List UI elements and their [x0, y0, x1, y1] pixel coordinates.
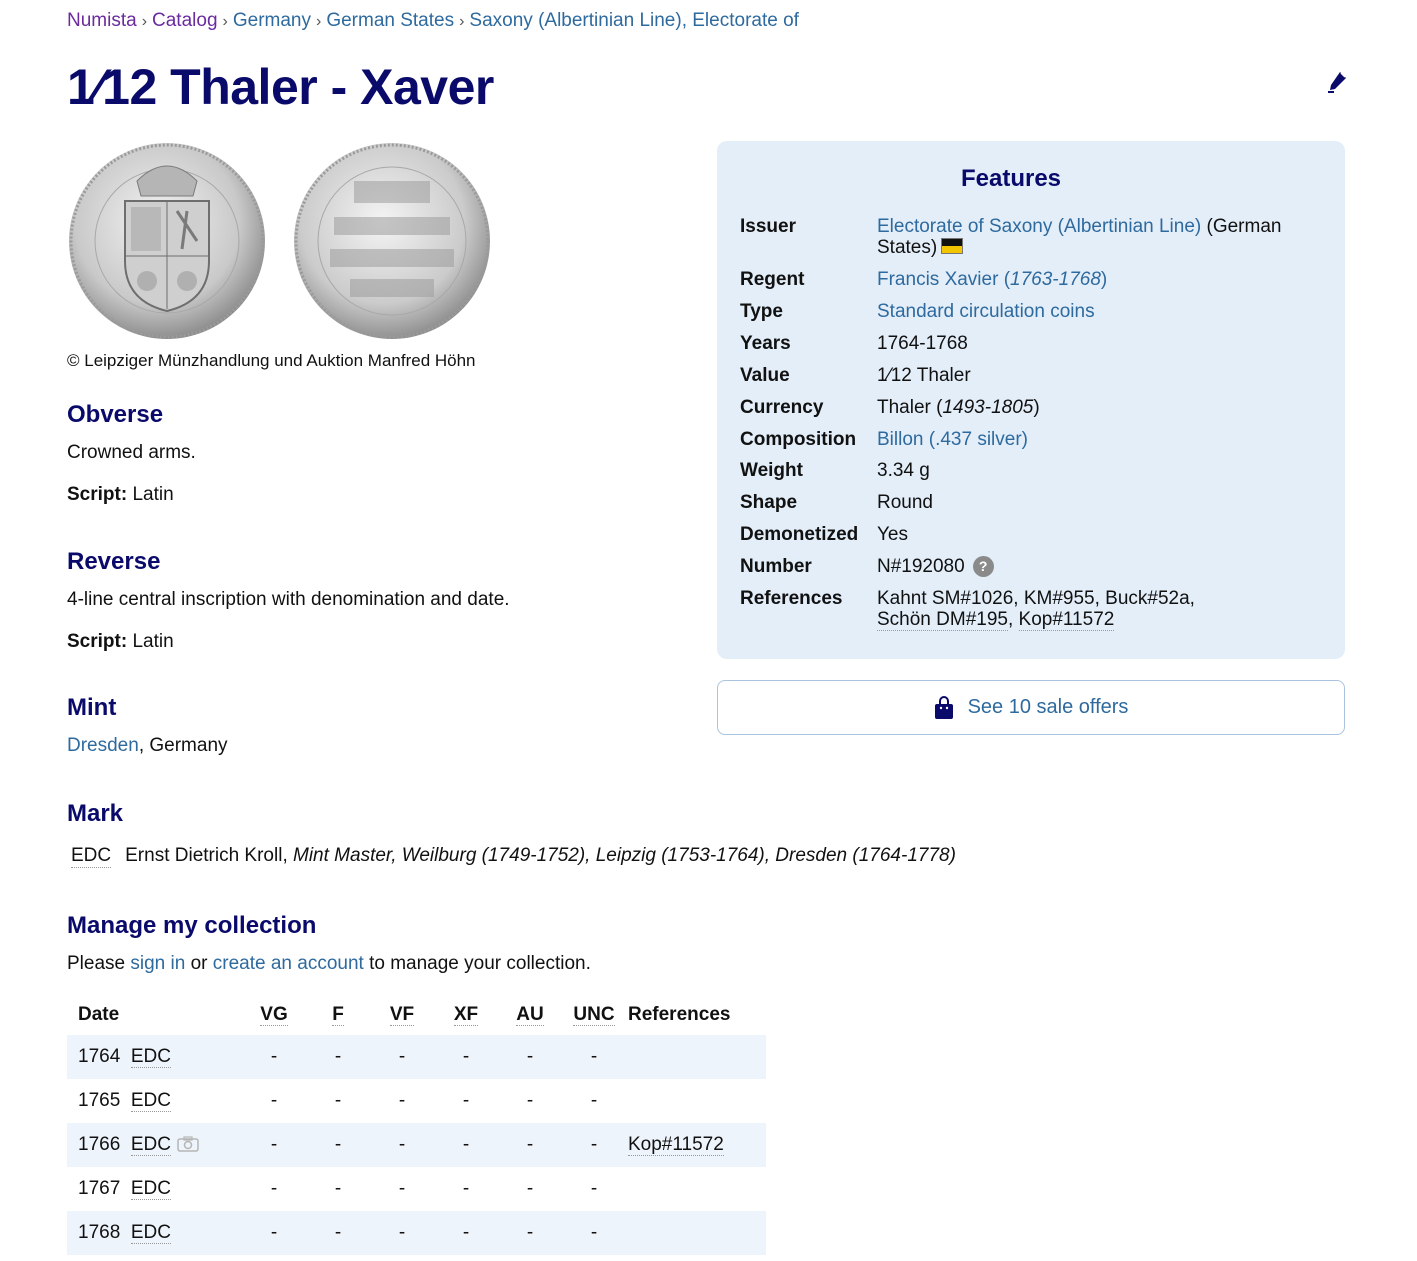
feature-value [877, 216, 1317, 258]
row-mark[interactable]: EDC [130, 1046, 171, 1067]
mint-value [67, 735, 228, 757]
feature-value: Round [877, 492, 933, 513]
breadcrumb-separator: › [222, 13, 228, 30]
grade-vf[interactable]: VF [389, 1003, 415, 1025]
references-line1: Kahnt SM#1026, KM#955, Buck#52a, [877, 588, 1195, 609]
script-label: Script: [67, 631, 128, 652]
cell-f: - [306, 1035, 370, 1079]
feature-value: 3.34 g [877, 460, 930, 481]
cell-au: - [498, 1035, 562, 1079]
table-row [67, 1123, 766, 1167]
cell-vf: - [370, 1211, 434, 1255]
reference-kop[interactable]: Kop#11572 [628, 1134, 724, 1155]
col-vf [370, 994, 434, 1035]
regent-link[interactable]: Francis Xavier (1763-1768) [877, 269, 1108, 290]
feature-label: Composition [740, 429, 857, 450]
cell-vf: - [370, 1123, 434, 1167]
feature-label: Regent [740, 269, 805, 290]
feature-label: Shape [740, 492, 798, 513]
cell-vf: - [398, 1178, 406, 1199]
table-row [67, 1167, 766, 1211]
obverse-script [67, 484, 174, 506]
col-xf [434, 994, 498, 1035]
cell-f: - [306, 1123, 370, 1167]
breadcrumb-numista[interactable]: Numista [67, 10, 137, 31]
sale-offers-label: See 10 sale offers [967, 696, 1129, 718]
manage-prefix: Please [67, 953, 131, 974]
reference-kop[interactable]: Kop#11572 [1018, 609, 1115, 630]
references-comma: , [1007, 609, 1019, 630]
feature-value [877, 588, 1317, 630]
sale-offers-button[interactable] [717, 680, 1345, 735]
col-f [306, 994, 370, 1035]
feature-value: Yes [877, 524, 908, 545]
mint-link[interactable]: Dresden [67, 735, 139, 756]
cell-vf: - [370, 1035, 434, 1079]
cell-unc: - [590, 1090, 598, 1111]
feature-label: Number [740, 556, 812, 577]
breadcrumb [67, 10, 799, 32]
image-copyright: © Leipziger Münzhandlung und Auktion Manfred Höhn [67, 351, 476, 370]
row-year: 1766 [78, 1134, 121, 1155]
breadcrumb-separator: › [459, 13, 465, 30]
feature-value [877, 301, 1317, 322]
mint-heading: Mint [67, 694, 117, 721]
col-au [498, 994, 562, 1035]
feature-value: Thaler (1493-1805) [877, 397, 1040, 418]
features-heading: Features [960, 165, 1062, 192]
feature-label: Weight [740, 460, 803, 481]
mark-entry [71, 845, 956, 868]
mint-country: , Germany [138, 735, 228, 756]
flag-icon [941, 238, 963, 254]
table-header-row [67, 994, 766, 1035]
breadcrumb-saxony[interactable]: Saxony (Albertinian Line), Electorate of [469, 10, 799, 31]
row-year: 1767 [78, 1178, 121, 1199]
issuer-suffix: (German States) [877, 216, 1282, 258]
currency-name: Thaler [877, 397, 931, 418]
row-date [67, 1123, 242, 1167]
obverse-section [67, 401, 687, 505]
cell-references [626, 1079, 766, 1123]
mark-section [67, 800, 1067, 866]
col-date: Date [78, 1003, 120, 1025]
reverse-description: 4-line central inscription with denomination and date. [67, 589, 510, 610]
shopping-bag-icon [934, 696, 954, 720]
feature-label: References [740, 588, 843, 609]
reverse-section [67, 548, 687, 652]
reference-schon[interactable]: Schön DM#195 [877, 609, 1008, 630]
breadcrumb-separator: › [141, 13, 148, 30]
grade-au[interactable]: AU [516, 1003, 544, 1025]
grade-unc[interactable]: UNC [573, 1003, 615, 1025]
row-mark[interactable]: EDC [130, 1178, 171, 1199]
collection-table [67, 994, 766, 1255]
cell-vg: - [270, 1090, 278, 1111]
cell-xf: - [462, 1090, 470, 1111]
cell-f: - [334, 1178, 342, 1199]
create-account-link[interactable]: create an account [212, 953, 364, 974]
row-mark[interactable]: EDC [130, 1134, 171, 1155]
cell-unc: - [590, 1178, 598, 1199]
mark-detail: Mint Master, Weilburg (1749-1752), Leipzig (1753-1764), Dresden (1764-1778) [287, 845, 956, 866]
features-panel [717, 141, 1345, 659]
composition-link[interactable]: Billon (.437 silver) [877, 429, 1028, 450]
manage-collection-section [67, 912, 827, 974]
obverse-heading: Obverse [67, 401, 164, 428]
row-date [67, 1079, 242, 1123]
feature-value [877, 556, 1317, 577]
regent-years: 1763-1768 [1010, 269, 1101, 290]
cell-xf: - [434, 1211, 498, 1255]
issuer-link[interactable]: Electorate of Saxony (Albertinian Line) [877, 216, 1202, 237]
row-year: 1764 [78, 1046, 121, 1067]
cell-references [626, 1211, 766, 1255]
manage-heading: Manage my collection [67, 912, 317, 939]
row-mark[interactable]: EDC [130, 1090, 171, 1111]
cell-unc: - [562, 1123, 626, 1167]
feature-value: 1⁄12 Thaler [877, 365, 971, 386]
currency-years: 1493-1805 [942, 397, 1034, 418]
cell-f: - [306, 1211, 370, 1255]
mint-section [67, 694, 687, 756]
row-year: 1768 [78, 1222, 121, 1243]
regent-name: Francis Xavier [877, 269, 999, 290]
script-value: Latin [127, 484, 174, 505]
script-value: Latin [127, 631, 174, 652]
cell-xf: - [434, 1123, 498, 1167]
manage-middle: or [185, 953, 213, 974]
table-row [67, 1035, 766, 1079]
script-label: Script: [67, 484, 128, 505]
cell-vg: - [270, 1178, 278, 1199]
cell-unc: - [562, 1035, 626, 1079]
row-mark[interactable]: EDC [130, 1222, 171, 1243]
col-unc [562, 994, 626, 1035]
page-title: 1⁄12 Thaler - Xaver [67, 59, 494, 115]
mark-name: Ernst Dietrich Kroll, [125, 845, 288, 866]
breadcrumb-germany[interactable]: Germany [232, 10, 311, 31]
manage-suffix: to manage your collection. [363, 953, 591, 974]
table-row [67, 1079, 766, 1123]
cell-xf: - [462, 1178, 470, 1199]
feature-value: 1764-1768 [877, 333, 968, 354]
cell-vg: - [242, 1035, 306, 1079]
reverse-coin-image[interactable] [292, 141, 492, 341]
question-icon[interactable]: ? [973, 556, 994, 577]
cell-unc: - [562, 1211, 626, 1255]
type-link[interactable]: Standard circulation coins [877, 301, 1095, 322]
pen-icon[interactable] [1326, 70, 1348, 94]
cell-f: - [334, 1090, 342, 1111]
row-date [67, 1035, 242, 1079]
feature-label: Value [740, 365, 790, 386]
mark-code[interactable]: EDC [71, 845, 112, 866]
camera-icon[interactable] [177, 1136, 199, 1152]
feature-label: Demonetized [740, 524, 859, 545]
breadcrumb-separator: › [315, 13, 322, 30]
grade-vg[interactable]: VG [260, 1003, 288, 1025]
table-row [67, 1211, 766, 1255]
cell-vg: - [242, 1211, 306, 1255]
row-year: 1765 [78, 1090, 121, 1111]
reverse-heading: Reverse [67, 548, 161, 575]
feature-label: Currency [740, 397, 824, 418]
cell-vg: - [242, 1123, 306, 1167]
cell-au: - [526, 1178, 534, 1199]
row-date [67, 1167, 242, 1211]
breadcrumb-german-states[interactable]: German States [326, 10, 455, 31]
cell-au: - [526, 1090, 534, 1111]
obverse-coin-image[interactable] [67, 141, 267, 341]
cell-xf: - [434, 1035, 498, 1079]
col-references: References [628, 1003, 731, 1025]
obverse-description: Crowned arms. [67, 442, 196, 463]
cell-references [626, 1167, 766, 1211]
mark-heading: Mark [67, 800, 124, 827]
sign-in-link[interactable]: sign in [130, 953, 186, 974]
feature-label: Issuer [740, 216, 796, 237]
feature-value [877, 269, 1317, 290]
cell-references [626, 1123, 766, 1167]
cell-references [626, 1035, 766, 1079]
mark-description [125, 845, 956, 866]
cell-vf: - [398, 1090, 406, 1111]
col-vg [242, 994, 306, 1035]
breadcrumb-catalog[interactable]: Catalog [152, 10, 218, 31]
cell-au: - [498, 1123, 562, 1167]
grade-f[interactable]: F [332, 1003, 344, 1025]
number-value: N#192080 [877, 556, 965, 577]
feature-label: Type [740, 301, 783, 322]
cell-au: - [498, 1211, 562, 1255]
row-date [67, 1211, 242, 1255]
reverse-script [67, 631, 174, 653]
feature-label: Years [740, 333, 791, 354]
manage-prompt [67, 953, 591, 975]
grade-xf[interactable]: XF [453, 1003, 479, 1025]
feature-value [877, 429, 1317, 450]
